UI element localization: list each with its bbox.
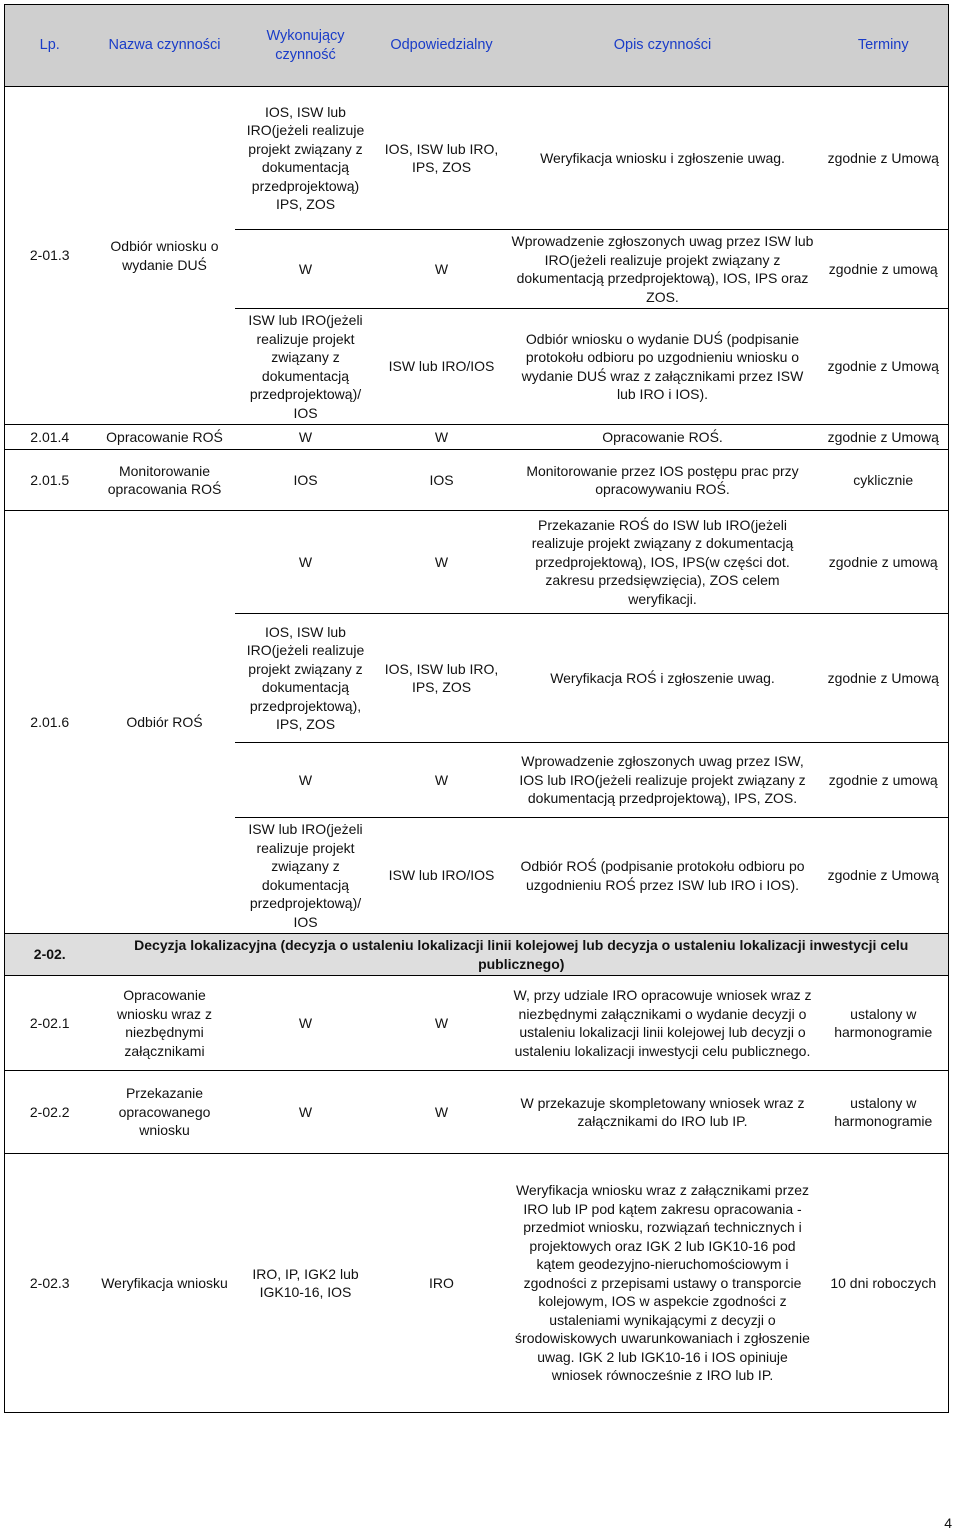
row-responsible: IOS, ISW lub IRO, IPS, ZOS bbox=[377, 614, 507, 743]
page-number: 4 bbox=[944, 1515, 952, 1531]
row-description: W przekazuje skompletowany wniosek wraz z załącznikami do IRO lub IP. bbox=[507, 1071, 819, 1154]
row-activity-name: Weryfikacja wniosku bbox=[95, 1154, 235, 1413]
section-lp: 2-02. bbox=[5, 934, 95, 976]
row-description: Monitorowanie przez IOS postępu prac przy opracowywaniu ROŚ. bbox=[507, 450, 819, 511]
row-executor: ISW lub IRO(jeżeli realizuje projekt związany z dokumentacją przedprojektową)/ IOS bbox=[235, 309, 377, 425]
row-executor: W bbox=[235, 230, 377, 309]
row-deadline: zgodnie z Umową bbox=[819, 309, 949, 425]
row-responsible: W bbox=[377, 511, 507, 614]
header-responsible: Odpowiedzialny bbox=[377, 5, 507, 87]
header-description: Opis czynności bbox=[507, 5, 819, 87]
row-executor: ISW lub IRO(jeżeli realizuje projekt związany z dokumentacją przedprojektową)/ IOS bbox=[235, 818, 377, 934]
row-description: Odbiór ROŚ (podpisanie protokołu odbioru po uzgodnieniu ROŚ przez ISW lub IRO i IOS). bbox=[507, 818, 819, 934]
row-lp: 2-02.3 bbox=[5, 1154, 95, 1413]
row-deadline: zgodnie z umową bbox=[819, 743, 949, 818]
table-row bbox=[5, 1154, 949, 1413]
section-title: Decyzja lokalizacyjna (decyzja o ustaleniu lokalizacji linii kolejowej lub decyzja o ustaleniu lokalizacji inwestycji celu publicznego) bbox=[95, 934, 949, 976]
row-executor: IRO, IP, IGK2 lub IGK10-16, IOS bbox=[235, 1154, 377, 1413]
row-description: Wprowadzenie zgłoszonych uwag przez ISW, IOS lub IRO(jeżeli realizuje projekt związany z dokumentacją przedprojektową), IPS, ZOS. bbox=[507, 743, 819, 818]
table-row bbox=[5, 450, 949, 511]
row-description: Wprowadzenie zgłoszonych uwag przez ISW lub IRO(jeżeli realizuje projekt związany z dokumentacją przedprojektową), IOS, IPS oraz ZOS. bbox=[507, 230, 819, 309]
row-executor: IOS, ISW lub IRO(jeżeli realizuje projekt związany z dokumentacją przedprojektową), IPS, ZOS bbox=[235, 614, 377, 743]
header-deadline: Terminy bbox=[819, 5, 949, 87]
row-deadline: zgodnie z umową bbox=[819, 230, 949, 309]
row-responsible: W bbox=[377, 976, 507, 1071]
row-deadline: ustalony w harmonogramie bbox=[819, 1071, 949, 1154]
row-description: Odbiór wniosku o wydanie DUŚ (podpisanie protokołu odbioru po uzgodnieniu wniosku o wydanie DUŚ wraz z załącznikami przez ISW lub IRO i IOS). bbox=[507, 309, 819, 425]
row-deadline: zgodnie z Umową bbox=[819, 425, 949, 450]
row-lp: 2-02.2 bbox=[5, 1071, 95, 1154]
row-description: W, przy udziale IRO opracowuje wniosek wraz z niezbędnymi załącznikami o wydanie decyzji o ustaleniu lokalizacji linii kolejowej lub decyzji o ustaleniu lokalizacji inwestycji celu publicznego. bbox=[507, 976, 819, 1071]
row-deadline: zgodnie z Umową bbox=[819, 818, 949, 934]
row-activity-name: Opracowanie wniosku wraz z niezbędnymi załącznikami bbox=[95, 976, 235, 1071]
header-executor: Wykonujący czynność bbox=[235, 5, 377, 87]
row-activity-name: Opracowanie ROŚ bbox=[95, 425, 235, 450]
row-responsible: ISW lub IRO/IOS bbox=[377, 818, 507, 934]
row-deadline: ustalony w harmonogramie bbox=[819, 976, 949, 1071]
table-row bbox=[5, 1071, 949, 1154]
row-executor: W bbox=[235, 425, 377, 450]
row-deadline: zgodnie z umową bbox=[819, 511, 949, 614]
row-responsible: W bbox=[377, 230, 507, 309]
table-header-row bbox=[5, 5, 949, 87]
row-description: Weryfikacja wniosku wraz z załącznikami przez IRO lub IP pod kątem zakresu opracowania - przedmiot wniosku, rozwiązań technicznych i projektowych oraz IGK 2 lub IGK10-16 pod kątem geodezyjno-nieruchomościowym i zgodności z przepisami ustawy o transporcie kolejowym, IOS w aspekcie zgodności z ustaleniami wynikającymi z decyzji o środowiskowych uwarunkowaniach i zgłoszenie uwag. IGK 2 lub IGK10-16 i IOS opiniuje wniosek równocześnie z IRO lub IP. bbox=[507, 1154, 819, 1413]
row-executor: W bbox=[235, 1071, 377, 1154]
procedure-table bbox=[4, 4, 949, 1413]
row-activity-name: Odbiór ROŚ bbox=[95, 511, 235, 934]
table-row bbox=[5, 511, 949, 614]
row-lp: 2.01.4 bbox=[5, 425, 95, 450]
header-lp: Lp. bbox=[5, 5, 95, 87]
row-responsible: IOS bbox=[377, 450, 507, 511]
row-responsible: W bbox=[377, 1071, 507, 1154]
table-row bbox=[5, 976, 949, 1071]
row-executor: IOS bbox=[235, 450, 377, 511]
row-deadline: 10 dni roboczych bbox=[819, 1154, 949, 1413]
row-responsible: IOS, ISW lub IRO, IPS, ZOS bbox=[377, 87, 507, 230]
row-lp: 2-02.1 bbox=[5, 976, 95, 1071]
row-lp: 2.01.5 bbox=[5, 450, 95, 511]
table-row bbox=[5, 425, 949, 450]
row-description: Weryfikacja ROŚ i zgłoszenie uwag. bbox=[507, 614, 819, 743]
row-responsible: ISW lub IRO/IOS bbox=[377, 309, 507, 425]
row-description: Weryfikacja wniosku i zgłoszenie uwag. bbox=[507, 87, 819, 230]
row-description: Przekazanie ROŚ do ISW lub IRO(jeżeli realizuje projekt związany z dokumentacją przedprojektową), IOS, IPS(w części dot. zakresu przedsięwzięcia), ZOS celem weryfikacji. bbox=[507, 511, 819, 614]
row-deadline: zgodnie z Umową bbox=[819, 614, 949, 743]
row-deadline: cyklicznie bbox=[819, 450, 949, 511]
row-description: Opracowanie ROŚ. bbox=[507, 425, 819, 450]
row-responsible: IRO bbox=[377, 1154, 507, 1413]
row-executor: W bbox=[235, 976, 377, 1071]
row-activity-name: Odbiór wniosku o wydanie DUŚ bbox=[95, 87, 235, 425]
table-row bbox=[5, 87, 949, 230]
section-row bbox=[5, 934, 949, 976]
row-responsible: W bbox=[377, 425, 507, 450]
row-executor: IOS, ISW lub IRO(jeżeli realizuje projekt związany z dokumentacją przedprojektową) IPS, ZOS bbox=[235, 87, 377, 230]
header-name: Nazwa czynności bbox=[95, 5, 235, 87]
row-lp: 2.01.6 bbox=[5, 511, 95, 934]
row-responsible: W bbox=[377, 743, 507, 818]
row-lp: 2-01.3 bbox=[5, 87, 95, 425]
row-executor: W bbox=[235, 743, 377, 818]
row-deadline: zgodnie z Umową bbox=[819, 87, 949, 230]
row-executor: W bbox=[235, 511, 377, 614]
row-activity-name: Przekazanie opracowanego wniosku bbox=[95, 1071, 235, 1154]
row-activity-name: Monitorowanie opracowania ROŚ bbox=[95, 450, 235, 511]
